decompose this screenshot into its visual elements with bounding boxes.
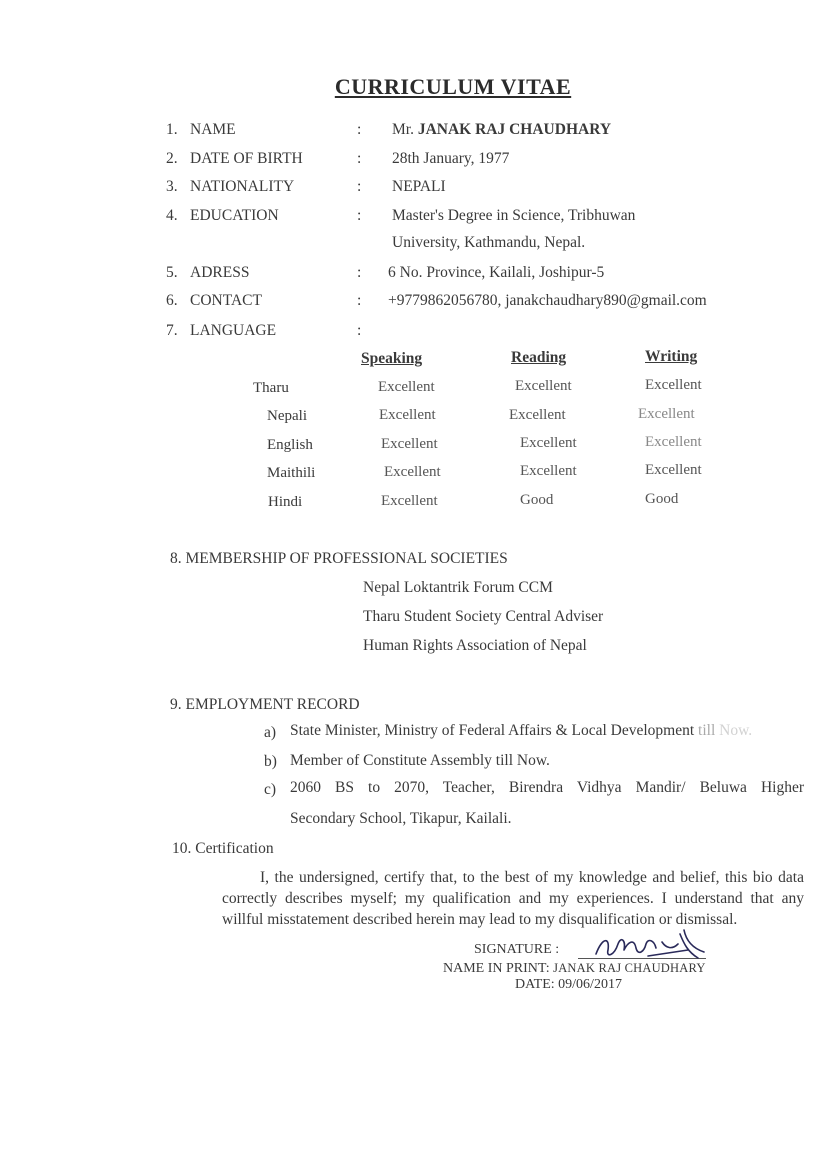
employment-marker: b) bbox=[264, 753, 277, 770]
row-number: 1. bbox=[166, 121, 178, 138]
row-label: NATIONALITY bbox=[190, 178, 295, 195]
row-number: 2. bbox=[166, 150, 178, 167]
signature-date: DATE: 09/06/2017 bbox=[515, 977, 622, 992]
header-writing: Writing bbox=[645, 348, 698, 365]
row-colon: : bbox=[357, 322, 362, 339]
cv-row-name bbox=[0, 121, 827, 145]
writing-level: Excellent bbox=[645, 462, 702, 478]
row-number: 6. bbox=[166, 292, 178, 309]
employment-item: 2060 BS to 2070, Teacher, Birendra Vidhya Mandir/ Beluwa Higher bbox=[290, 779, 804, 796]
row-label: EDUCATION bbox=[190, 207, 279, 224]
certification-text: I, the undersigned, certify that, to the best of my knowledge and belief, this bio data correctly describes myself; my qualification and my experiences. I understand that any willful misstatement described herein may lead to my disqualification or dismissal. bbox=[222, 869, 804, 928]
language-name: English bbox=[267, 437, 313, 453]
membership-heading: 8. MEMBERSHIP OF PROFESSIONAL SOCIETIES bbox=[170, 550, 508, 567]
row-colon: : bbox=[357, 264, 362, 281]
header-reading: Reading bbox=[511, 349, 567, 366]
row-number: 4. bbox=[166, 207, 178, 224]
membership-item: Tharu Student Society Central Adviser bbox=[363, 608, 604, 625]
reading-level: Excellent bbox=[515, 378, 572, 394]
language-name: Tharu bbox=[253, 380, 289, 396]
faded-text: Now. bbox=[715, 722, 753, 739]
row-colon: : bbox=[357, 150, 362, 167]
language-name: Maithili bbox=[267, 465, 316, 481]
membership-item: Nepal Loktantrik Forum CCM bbox=[363, 579, 553, 596]
writing-level: Excellent bbox=[645, 377, 702, 393]
writing-level: Excellent bbox=[645, 434, 702, 450]
row-value: Master's Degree in Science, Tribhuwan bbox=[392, 207, 636, 224]
document-title: CURRICULUM VITAE bbox=[334, 74, 572, 99]
employment-text: State Minister, Ministry of Federal Affairs & Local Development bbox=[290, 722, 695, 739]
speaking-level: Excellent bbox=[379, 407, 436, 423]
name-in-print-value: JANAK RAJ CHAUDHARY bbox=[553, 961, 706, 975]
cv-row-education-cont bbox=[0, 234, 827, 258]
row-colon: : bbox=[357, 121, 362, 138]
row-value: 28th January, 1977 bbox=[392, 150, 510, 167]
language-name: Hindi bbox=[268, 494, 303, 510]
row-number: 5. bbox=[166, 264, 178, 281]
name-in-print bbox=[443, 961, 706, 977]
name-value: JANAK RAJ CHAUDHARY bbox=[417, 121, 612, 138]
reading-level: Excellent bbox=[520, 435, 577, 451]
name-prefix: Mr. bbox=[392, 121, 418, 138]
row-value: 6 No. Province, Kailali, Joshipur-5 bbox=[388, 264, 605, 281]
employment-item bbox=[290, 722, 752, 740]
cv-row-education bbox=[0, 207, 827, 231]
employment-item: Member of Constitute Assembly till Now. bbox=[290, 752, 550, 769]
speaking-level: Excellent bbox=[378, 379, 435, 395]
name-in-print-label: NAME IN PRINT: bbox=[443, 961, 554, 976]
row-label: CONTACT bbox=[190, 292, 262, 309]
speaking-level: Excellent bbox=[384, 464, 441, 480]
membership-item: Human Rights Association of Nepal bbox=[363, 637, 587, 654]
row-number: 7. bbox=[166, 322, 178, 339]
header-speaking: Speaking bbox=[361, 350, 423, 367]
reading-level: Excellent bbox=[509, 407, 566, 423]
employment-marker: c) bbox=[264, 781, 277, 798]
row-value: NEPALI bbox=[392, 178, 446, 195]
row-label: LANGUAGE bbox=[190, 322, 277, 339]
row-value: +9779862056780, janakchaudhary890@gmail.com bbox=[388, 292, 707, 309]
row-colon: : bbox=[357, 292, 362, 309]
faded-text: till bbox=[694, 722, 716, 739]
cv-row-address bbox=[0, 264, 827, 288]
employment-marker: a) bbox=[264, 724, 277, 741]
row-label: ADRESS bbox=[190, 264, 250, 281]
row-colon: : bbox=[357, 207, 362, 224]
certification-heading: 10. Certification bbox=[172, 840, 274, 857]
cv-row-dob bbox=[0, 150, 827, 174]
employment-heading: 9. EMPLOYMENT RECORD bbox=[170, 696, 360, 713]
writing-level: Excellent bbox=[638, 406, 695, 422]
writing-level: Good bbox=[645, 491, 679, 507]
reading-level: Excellent bbox=[520, 463, 577, 479]
row-label: NAME bbox=[190, 121, 236, 138]
employment-item-continued: Secondary School, Tikapur, Kailali. bbox=[290, 810, 512, 827]
row-value-continued: University, Kathmandu, Nepal. bbox=[392, 234, 586, 251]
row-value bbox=[392, 121, 611, 139]
cv-row-language bbox=[0, 322, 827, 346]
handwritten-signature bbox=[588, 926, 708, 966]
speaking-level: Excellent bbox=[381, 436, 438, 452]
reading-level: Good bbox=[520, 492, 554, 508]
cv-row-contact bbox=[0, 292, 827, 316]
row-colon: : bbox=[357, 178, 362, 195]
row-label: DATE OF BIRTH bbox=[190, 150, 303, 167]
row-number: 3. bbox=[166, 178, 178, 195]
language-name: Nepali bbox=[267, 408, 307, 424]
cv-row-nationality bbox=[0, 178, 827, 202]
speaking-level: Excellent bbox=[381, 493, 438, 509]
signature-label: SIGNATURE : bbox=[474, 942, 560, 957]
